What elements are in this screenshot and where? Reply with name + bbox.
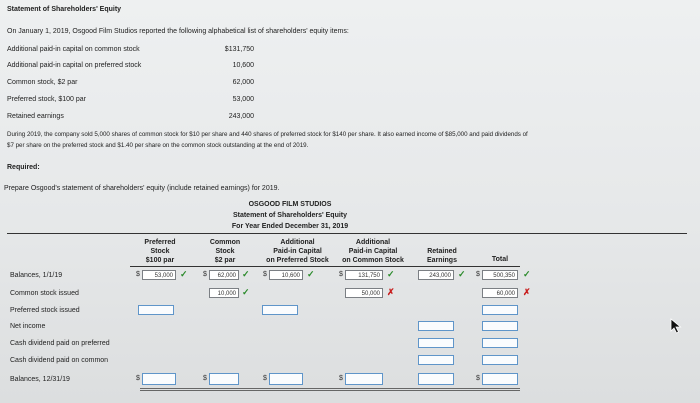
instruction-text: Prepare Osgood's statement of shareholders' equity (include retained earnings) for 2019.: [4, 185, 280, 192]
input-apic-common-end[interactable]: [345, 373, 383, 385]
dollar-sign: $: [263, 375, 267, 382]
dollar-sign: $: [203, 375, 207, 382]
dollar-sign: $: [476, 375, 480, 382]
dollar-sign: $: [203, 271, 207, 278]
check-icon: ✓: [180, 269, 188, 279]
input-retained-earnings-dividend-common[interactable]: [418, 355, 454, 365]
input-common-stock-end[interactable]: [209, 373, 239, 385]
statement-title: Statement of Shareholders' Equity: [232, 212, 348, 219]
item-value: 243,000: [228, 113, 254, 120]
cell-total-start[interactable]: 500,350: [482, 270, 518, 280]
item-label: Additional paid-in capital on common stock: [7, 46, 140, 53]
check-icon: ✓: [307, 269, 315, 279]
cell-common-stock-issued[interactable]: 10,000: [209, 288, 239, 298]
problem-intro: On January 1, 2019, Osgood Film Studios reported the following alphabetical list of shareholders' equity items:: [7, 28, 349, 35]
x-icon: ✗: [523, 287, 531, 297]
input-retained-earnings-dividend-preferred[interactable]: [418, 338, 454, 348]
statement-period: For Year Ended December 31, 2019: [231, 223, 349, 230]
cell-total-common-issued[interactable]: 60,000: [482, 288, 518, 298]
input-apic-preferred-issued[interactable]: [262, 305, 298, 315]
double-underline: [140, 388, 520, 389]
column-header-preferred-stock: Preferred Stock $100 par: [144, 239, 176, 264]
mouse-pointer-icon: [670, 318, 684, 334]
column-header-common-stock: Common Stock $2 par: [209, 239, 241, 264]
check-icon: ✓: [387, 269, 395, 279]
item-value: 53,000: [232, 96, 254, 103]
input-total-end[interactable]: [482, 373, 518, 385]
x-icon: ✗: [387, 287, 395, 297]
check-icon: ✓: [458, 269, 466, 279]
dollar-sign: $: [136, 271, 140, 278]
dollar-sign: $: [136, 375, 140, 382]
item-value: 10,600: [232, 62, 254, 69]
column-header-total: Total: [491, 256, 509, 263]
input-retained-earnings-net-income[interactable]: [418, 321, 454, 331]
dollar-sign: $: [339, 375, 343, 382]
row-label-common-issued: Common stock issued: [10, 290, 79, 297]
cell-apic-common-issued[interactable]: 50,000: [345, 288, 383, 298]
dollar-sign: $: [339, 271, 343, 278]
input-retained-earnings-end[interactable]: [418, 373, 454, 385]
input-total-dividend-common[interactable]: [482, 355, 518, 365]
column-header-retained-earnings: Retained Earnings: [427, 248, 457, 264]
dollar-sign: $: [263, 271, 267, 278]
row-label-net-income: Net income: [10, 323, 46, 330]
row-label-dividend-preferred: Cash dividend paid on preferred: [10, 340, 110, 347]
column-header-apic-common: Additional Paid-in Capital on Common Stock: [342, 239, 404, 264]
check-icon: ✓: [242, 269, 250, 279]
cell-common-stock-start[interactable]: 62,000: [209, 270, 239, 280]
statement-company: OSGOOD FILM STUDIOS: [248, 201, 332, 208]
item-value: $131,750: [224, 46, 254, 53]
cell-apic-preferred-start[interactable]: 10,600: [269, 270, 303, 280]
item-label: Preferred stock, $100 par: [7, 96, 86, 103]
problem-during-line1: During 2019, the company sold 5,000 shares of common stock for $10 per share and 440 shares of preferred stock for $140 per share. It also earned income of $85,000 and paid dividends of: [7, 131, 528, 138]
input-preferred-stock-end[interactable]: [142, 373, 176, 385]
input-apic-preferred-end[interactable]: [269, 373, 303, 385]
header-rule: [7, 233, 687, 234]
problem-title: Statement of Shareholders' Equity: [7, 6, 122, 13]
input-preferred-stock-issued[interactable]: [138, 305, 174, 315]
input-total-dividend-preferred[interactable]: [482, 338, 518, 348]
row-label-balances-end: Balances, 12/31/19: [10, 376, 70, 383]
row-label-preferred-issued: Preferred stock issued: [10, 307, 80, 314]
required-label: Required:: [7, 164, 40, 171]
row-label-balances-start: Balances, 1/1/19: [10, 272, 63, 279]
item-label: Common stock, $2 par: [7, 79, 78, 86]
problem-during-line2: $7 per share on the preferred stock and $1.40 per share on the common stock outstanding at the end of 2019.: [7, 142, 309, 149]
item-label: Retained earnings: [7, 113, 64, 120]
check-icon: ✓: [242, 287, 250, 297]
input-total-net-income[interactable]: [482, 321, 518, 331]
column-header-rule: [130, 266, 520, 267]
cell-preferred-stock-start[interactable]: 53,000: [142, 270, 176, 280]
cell-apic-common-start[interactable]: 131,750: [345, 270, 383, 280]
column-header-apic-preferred: Additional Paid-in Capital on Preferred Stock: [266, 239, 329, 264]
cell-retained-earnings-start[interactable]: 243,000: [418, 270, 454, 280]
check-icon: ✓: [523, 269, 531, 279]
row-label-dividend-common: Cash dividend paid on common: [10, 357, 109, 364]
item-value: 62,000: [232, 79, 254, 86]
double-underline: [140, 390, 520, 391]
input-total-preferred-issued[interactable]: [482, 305, 518, 315]
item-label: Additional paid-in capital on preferred stock: [7, 62, 142, 69]
dollar-sign: $: [476, 271, 480, 278]
